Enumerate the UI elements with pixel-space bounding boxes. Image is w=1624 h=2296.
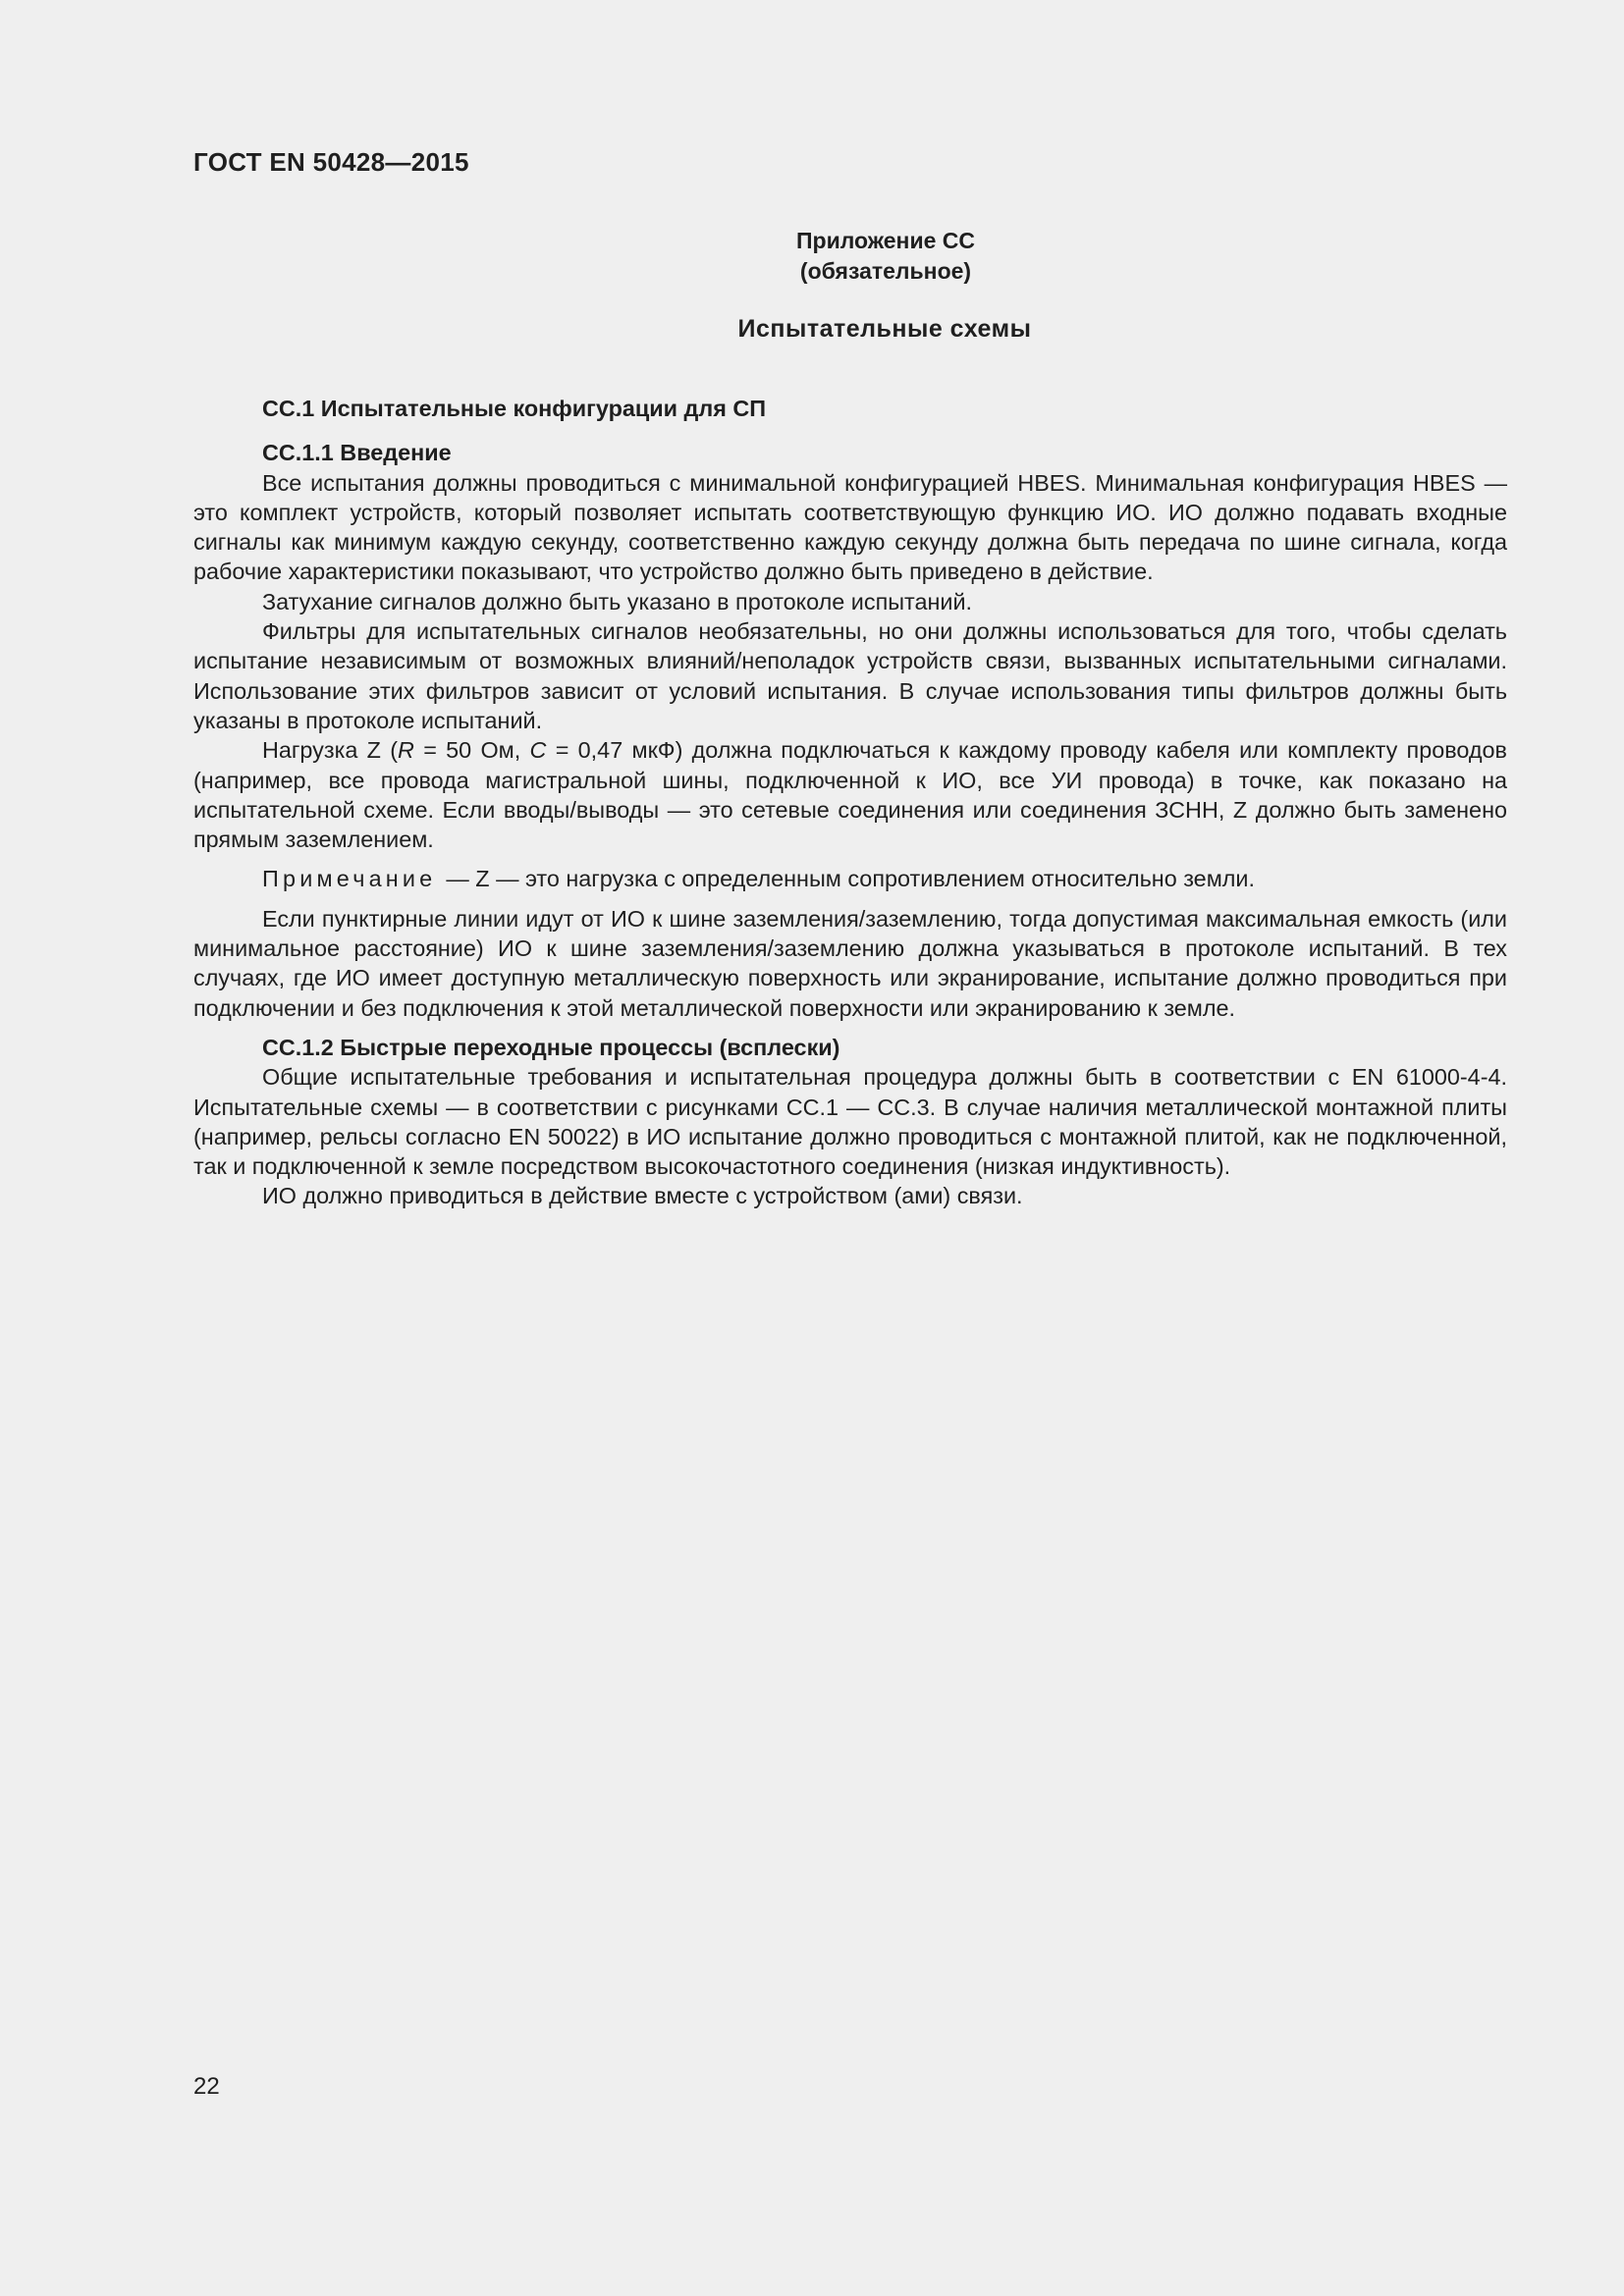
section-heading-cc1: СС.1 Испытательные конфигурации для СП (262, 396, 767, 421)
paragraph: Фильтры для испытательных сигналов необязательны, но они должны использоваться для того, чтобы сделать испытание независимым от возможных влияний/неполадок устройств связи, вызванных испытательными сигналами. Использование этих фильтров зависит от условий испытания. В случае использования типы фильтров должны быть указаны в протоколе испытаний. (193, 618, 1507, 733)
paragraph: Если пунктирные линии идут от ИО к шине заземления/заземлению, тогда допустимая максимальная емкость (или минимальное расстояние) ИО к шине заземления/заземлению должна указываться в протоколе испытаний. В тех случаях, где ИО имеет доступную металлическую поверхность или экранирование, испытание должно проводиться при подключении и без подключения к этой металлической поверхности или экранированию к земле. (193, 905, 1507, 1021)
paragraph: Все испытания должны проводиться с минимальной конфигурацией HBES. Минимальная конфигурация HBES — это комплект устройств, который позволяет испытать соответствующую функцию ИО. ИО должно подавать входные сигналы как минимум каждую секунду, соответственно каждую секунду должна быть передача по шине сигнала, когда рабочие характеристики показывают, что устройство должно быть приведено в действие. (193, 469, 1507, 585)
capacitance-symbol: C (529, 737, 547, 764)
annex-label: Приложение СС (795, 228, 975, 253)
subsection-heading-cc12: СС.1.2 Быстрые переходные процессы (всплески) (262, 1034, 840, 1060)
paragraph: ИО должно приводиться в действие вместе с устройством (ами) связи. (262, 1183, 1023, 1209)
note-text: — Z — это нагрузка с определенным сопротивлением относительно земли. (446, 866, 1255, 892)
annex-heading-block (193, 226, 1507, 345)
resistance-symbol: R (398, 737, 414, 764)
annex-status: (обязательное) (799, 258, 972, 284)
paragraph: Затухание сигналов должно быть указано в протоколе испытаний. (262, 588, 973, 614)
document-body (193, 394, 1507, 1211)
note (193, 864, 1507, 893)
subsection-heading-cc11: СС.1.1 Введение (262, 440, 452, 466)
paragraph: Общие испытательные требования и испытательная процедура должны быть в соответствии с EN 61000-4-4. Испытательные схемы — в соответствии с рисунками СС.1 — СС.3. В случае наличия металлической монтажной плиты (например, рельсы согласно EN 50022) в ИО испытание должно проводиться с монтажной плитой, как не подключенной, так и подключенной к земле посредством высокочастотного соединения (низкая индуктивность). (193, 1064, 1507, 1180)
annex-title: Испытательные схемы (737, 315, 1032, 343)
text-run: Нагрузка Z ( (262, 737, 399, 764)
document-page (193, 0, 1507, 2296)
text-run: = 0,47 мкФ) должна подключаться к каждому проводу кабеля или комплекту проводов (например, все провода магистральной шины, подключенной к ИО, все УИ провода) в точке, как показано на испытательной схеме. Если вводы/выводы — это сетевые соединения или соединения ЗСНН, Z должно быть заменено прямым заземлением. (193, 737, 1507, 853)
page-number: 22 (193, 2073, 220, 2100)
text-run: = 50 Ом, (413, 737, 530, 764)
standard-designation: ГОСТ EN 50428—2015 (193, 147, 469, 177)
paragraph-load-z (193, 735, 1507, 854)
note-label: Примечание (262, 866, 437, 892)
